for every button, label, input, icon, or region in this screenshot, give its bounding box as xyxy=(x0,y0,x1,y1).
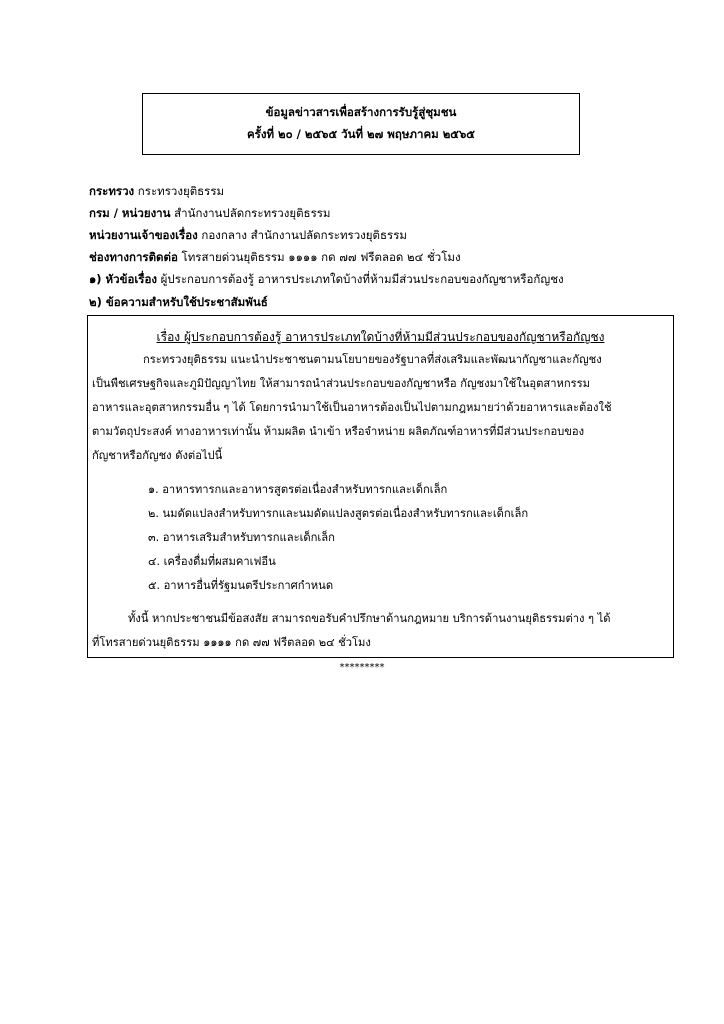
paragraph-line: อาหารและอุตสาหกรรมอื่น ๆ ได้ โดยการนำมาใช้เป็นอาหารต้องเป็นไปตามกฎหมายว่าด้วยอาหารและต้องใช้ xyxy=(92,401,612,414)
closing-line: ทั้งนี้ หากประชาชนมีข้อสงสัย สามารถขอรับคำปรึกษาด้านกฎหมาย บริการด้านงานยุติธรรมต่าง ๆ ได้ xyxy=(128,612,611,625)
contact-value: โทรสายด่วนยุติธรรม ๑๑๑๑ กด ๗๗ ฟรีตลอด ๒๔ ชั่วโมง xyxy=(177,250,461,264)
owner-row xyxy=(89,224,689,246)
subject-heading: เรื่อง ผู้ประกอบการต้องรู้ อาหารประเภทใดบ้างที่ห้ามมีส่วนประกอบของกัญชาหรือกัญชง xyxy=(156,330,605,344)
topic-row xyxy=(89,268,689,290)
title-line-2: ครั้งที่ ๒๐ / ๒๕๖๕ วันที่ ๒๗ พฤษภาคม ๒๕๖๕ xyxy=(246,127,476,141)
title-line-1: ข้อมูลข่าวสารเพื่อสร้างการรับรู้สู่ชุมชน xyxy=(265,105,457,119)
food-list xyxy=(148,478,528,598)
end-marker: ********* xyxy=(339,662,385,673)
paragraph-line: เป็นพืชเศรษฐกิจและภูมิปัญญาไทย ให้สามารถนำส่วนประกอบของกัญชาหรือ กัญชงมาใช้ในอุตสาหกรรม xyxy=(92,377,591,390)
list-item: ๑. อาหารทารกและอาหารสูตรต่อเนื่องสำหรับทารกและเด็กเล็ก xyxy=(148,483,448,496)
department-row xyxy=(89,202,689,224)
owner-value: กองกลาง สำนักงานปลัดกระทรวงยุติธรรม xyxy=(197,228,407,242)
ministry-row xyxy=(89,180,689,202)
department-value: สำนักงานปลัดกระทรวงยุติธรรม xyxy=(170,206,331,220)
contact-label: ช่องทางการติดต่อ xyxy=(89,250,178,264)
closing-line: ที่โทรสายด่วนยุติธรรม ๑๑๑๑ กด ๗๗ ฟรีตลอด ๒๔ ชั่วโมง xyxy=(92,636,371,649)
meta-block xyxy=(89,180,689,290)
department-label: กรม / หน่วยงาน xyxy=(89,206,171,220)
list-item: ๒. นมดัดแปลงสำหรับทารกและนมดัดแปลงสูตรต่อเนื่องสำหรับทารกและเด็กเล็ก xyxy=(148,507,529,520)
content-box xyxy=(87,315,674,658)
topic-value: ผู้ประกอบการต้องรู้ อาหารประเภทใดบ้างที่ห้ามมีส่วนประกอบของกัญชาหรือกัญชง xyxy=(157,272,564,286)
owner-label: หน่วยงานเจ้าของเรื่อง xyxy=(89,228,198,242)
list-item: ๓. อาหารเสริมสำหรับทารกและเด็กเล็ก xyxy=(148,531,335,544)
paragraph-line: ตามวัตถุประสงค์ ทางอาหารเท่านั้น ห้ามผลิต นำเข้า หรือจำหน่าย ผลิตภัณฑ์อาหารที่มีส่วนประกอบของ xyxy=(92,425,585,438)
list-item: ๕. อาหารอื่นที่รัฐมนตรีประกาศกำหนด xyxy=(148,579,334,592)
paragraph-line: กัญชาหรือกัญชง ดังต่อไปนี้ xyxy=(92,449,223,462)
ministry-value: กระทรวงยุติธรรม xyxy=(134,184,225,198)
title-box xyxy=(142,93,580,155)
contact-row xyxy=(89,246,689,268)
topic-label: ๑) หัวข้อเรื่อง xyxy=(89,272,157,286)
paragraph-line: กระทรวงยุติธรรม แนะนำประชาชนตามนโยบายของรัฐบาลที่ส่งเสริมและพัฒนากัญชาและกัญชง xyxy=(143,353,602,366)
list-item: ๔. เครื่องดื่มที่ผสมคาเฟอีน xyxy=(148,555,276,568)
section2-heading: ๒) ข้อความสำหรับใช้ประชาสัมพันธ์ xyxy=(89,295,268,309)
ministry-label: กระทรวง xyxy=(89,184,135,198)
